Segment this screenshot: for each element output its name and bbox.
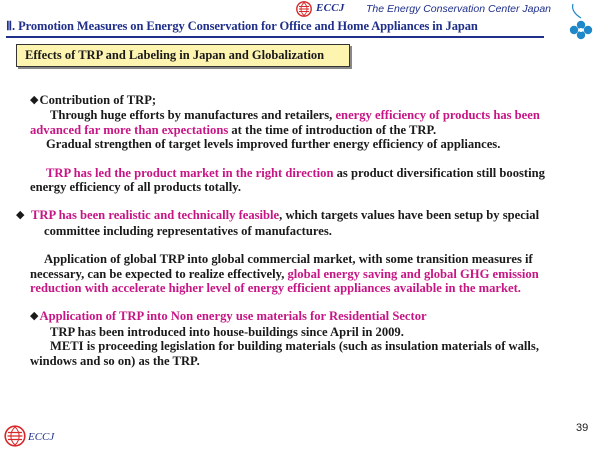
page-number: 39	[576, 422, 589, 434]
contribution-p1-tail: at the time of introduction of the TRP.	[228, 122, 437, 137]
diamond-bullet-icon: ◆	[30, 309, 39, 323]
global-highlight: global energy saving and global GHG emission reduction with accelerate higher level of energy efficient appliances available in the market.	[30, 266, 539, 296]
contribution-p2-text: Gradual strengthen of target levels improved further energy efficiency of appliances.	[46, 137, 501, 152]
non-energy-paragraph-2	[30, 339, 578, 368]
section-feasible: ◆ TRP has been realistic and technically feasible, which targets values have been setup by special committee including representatives of manufactures.	[16, 208, 540, 238]
contribution-paragraph-1	[30, 108, 578, 137]
feasible-text: , which targets values have been setup by special committee including representatives of manufactures.	[44, 208, 540, 238]
feasible-highlight: TRP has been realistic and technically feasible	[31, 208, 280, 223]
contribution-p3-highlight: TRP has led the product market in the right direction	[46, 165, 334, 180]
subtitle-text: Effects of TRP and Labeling in Japan and Globalization	[25, 48, 325, 62]
section-global	[30, 252, 578, 295]
global-text: Application of global TRP into global commercial market, with some transition measures if necessary, can be expected to realize effectively,	[30, 252, 533, 281]
contribution-paragraph-3	[30, 166, 578, 195]
title-underline	[6, 36, 544, 38]
section-non-energy-heading	[30, 309, 578, 324]
clover-logo-icon	[566, 2, 596, 46]
eccj-logo-icon	[4, 425, 26, 447]
header-org-short: ECCJ	[316, 2, 345, 14]
contribution-p3-tail: as product diversification still boosting energy efficiency of all products totally.	[30, 165, 545, 195]
page-title: Ⅱ. Promotion Measures on Energy Conservation for Office and Home Appliances in Japan	[6, 19, 478, 33]
non-energy-p2-text: METI is proceeding legislation for building materials (such as insulation materials of walls, windows and so on) as the TRP.	[30, 339, 539, 368]
section-contribution-heading	[30, 93, 578, 108]
non-energy-heading-text: Application of TRP into Non energy use materials for Residential Sector	[39, 309, 427, 324]
contribution-paragraph-2	[30, 137, 578, 151]
footer-org-short: ECCJ	[28, 431, 55, 443]
header-org-full: The Energy Conservation Center Japan	[366, 3, 552, 15]
non-energy-p1-text: TRP has been introduced into house-buildings since April in 2009.	[50, 324, 404, 339]
contribution-p1-text: Through huge efforts by manufactures and retailers,	[50, 108, 336, 123]
non-energy-paragraph-1	[30, 325, 578, 339]
contribution-p1-highlight: energy efficiency of products has been advanced far more than expectations	[30, 108, 540, 137]
eccj-logo-icon	[296, 1, 312, 17]
diamond-bullet-icon: ◆	[30, 93, 39, 106]
body-content	[16, 93, 578, 368]
subtitle-box	[16, 44, 350, 67]
contribution-heading-text: Contribution of TRP;	[39, 93, 157, 107]
